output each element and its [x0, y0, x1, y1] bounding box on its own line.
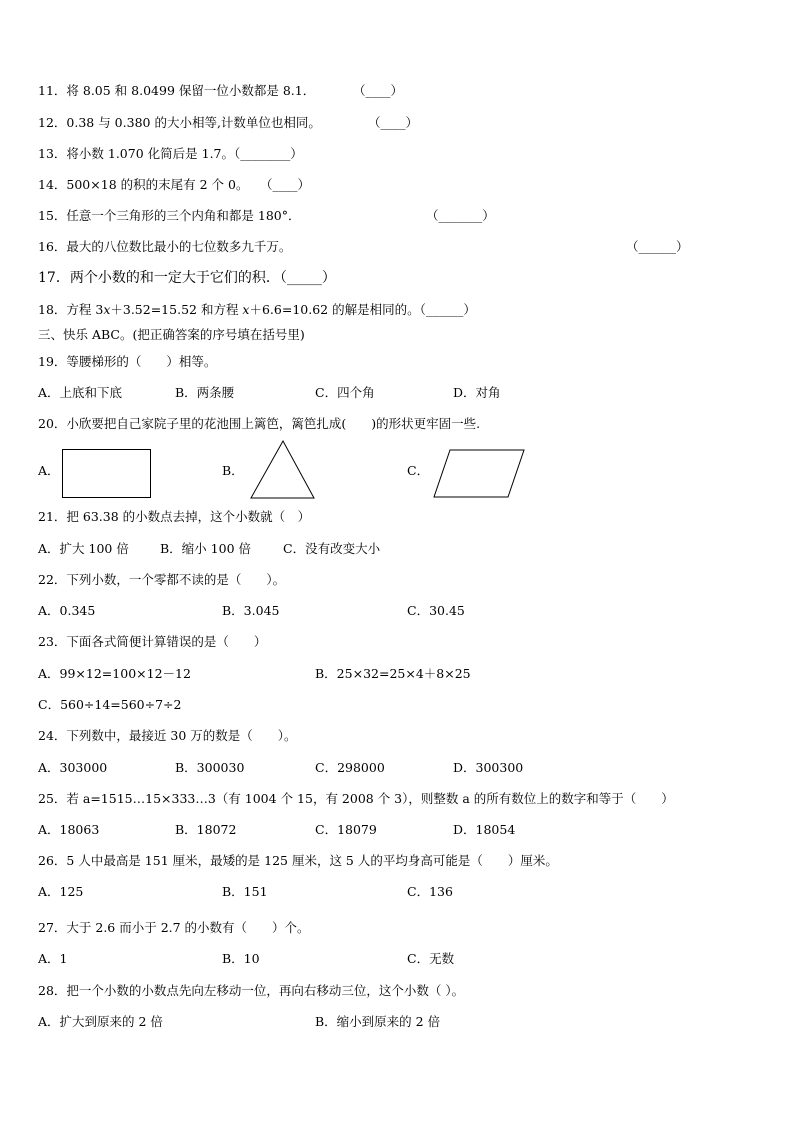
- option-b[interactable]: B．缩小到原来的 2 倍: [315, 1014, 441, 1029]
- option-a[interactable]: A．99×12=100×12－12: [38, 666, 191, 681]
- option-c[interactable]: C．560÷14=560÷7÷2: [38, 697, 182, 712]
- answer-blank[interactable]: （_____）: [279, 270, 336, 286]
- question-text: 16．最大的八位数比最小的七位数多九千万。: [38, 239, 292, 254]
- question-22-stem: 22．下列小数，一个零都不读的是（ ）。: [38, 572, 286, 587]
- question-27-stem: 27．大于 2.6 而小于 2.7 的小数有（ ）个。: [38, 920, 310, 935]
- option-b[interactable]: B．300030: [175, 760, 245, 775]
- answer-blank[interactable]: （____）: [260, 177, 311, 192]
- option-a[interactable]: A．0.345: [38, 603, 96, 618]
- triangle-shape: [250, 440, 316, 500]
- option-a[interactable]: A．扩大到原来的 2 倍: [38, 1014, 163, 1029]
- question-24-stem: 24．下列数中，最接近 30 万的数是（ ）。: [38, 728, 297, 743]
- option-c[interactable]: C．四个角: [315, 385, 375, 400]
- answer-blank[interactable]: （____）: [368, 115, 419, 130]
- question-28-stem: 28．把一个小数的小数点先向左移动一位，再向右移动三位，这个小数（ ）。: [38, 983, 465, 998]
- question-26-stem: 26．5 人中最高是 151 厘米，最矮的是 125 厘米，这 5 人的平均身高可能是（ ）厘米。: [38, 853, 558, 868]
- option-a[interactable]: A．: [38, 463, 60, 478]
- option-b[interactable]: B．: [222, 463, 244, 478]
- question-text: 12．0.38 与 0.380 的大小相等,计数单位也相同。: [38, 115, 321, 130]
- option-b[interactable]: B．18072: [175, 822, 237, 837]
- question-19-stem: 19．等腰梯形的（ ）相等。: [38, 354, 217, 369]
- option-c[interactable]: C．298000: [315, 760, 385, 775]
- option-a[interactable]: A．上底和下底: [38, 385, 123, 400]
- question-text: 17．两个小数的和一定大于它们的积．: [38, 270, 280, 286]
- question-text: 14．500×18 的积的末尾有 2 个 0。: [38, 177, 249, 192]
- answer-blank[interactable]: （______）: [626, 239, 689, 254]
- option-c[interactable]: C．18079: [315, 822, 377, 837]
- option-d[interactable]: D．18054: [453, 822, 516, 837]
- option-c[interactable]: C．没有改变大小: [283, 541, 381, 556]
- question-text: 13．将小数 1.070 化简后是 1.7。: [38, 146, 234, 161]
- option-a[interactable]: A．303000: [38, 760, 108, 775]
- option-d[interactable]: D．300300: [453, 760, 524, 775]
- question-20-stem: 20．小欣要把自己家院子里的花池围上篱笆，篱笆扎成( )的形状更牢固一些.: [38, 416, 481, 431]
- option-a[interactable]: A．1: [38, 951, 68, 966]
- question-text: 11．将 8.05 和 8.0499 保留一位小数都是 8.1．: [38, 83, 316, 98]
- answer-blank[interactable]: （______）: [419, 302, 476, 317]
- option-d[interactable]: D．对角: [453, 385, 501, 400]
- parallelogram-shape: [433, 449, 526, 499]
- question-18: [38, 302, 476, 318]
- answer-blank[interactable]: （____）: [353, 83, 404, 98]
- option-b[interactable]: B．151: [222, 884, 268, 899]
- question-text: 18．方程 3𝑥＋3.52=15.52 和方程 𝑥＋6.6=10.62 的解是相同的。: [38, 302, 420, 317]
- question-13: [38, 146, 303, 162]
- question-23-stem: 23．下面各式简便计算错误的是（ ）: [38, 634, 267, 649]
- option-b[interactable]: B．10: [222, 951, 260, 966]
- section-title: 三、快乐 ABC。(把正确答案的序号填在括号里): [38, 327, 305, 342]
- rectangle-shape: [62, 449, 152, 499]
- answer-blank[interactable]: （_______）: [426, 208, 495, 223]
- question-15: [38, 208, 495, 224]
- option-a[interactable]: A．18063: [38, 822, 100, 837]
- answer-blank[interactable]: （________）: [234, 146, 303, 161]
- option-b[interactable]: B．25×32=25×4＋8×25: [315, 666, 471, 681]
- option-b[interactable]: B．两条腰: [175, 385, 235, 400]
- question-14: [38, 177, 311, 193]
- option-a[interactable]: A．扩大 100 倍: [38, 541, 129, 556]
- question-11: [38, 83, 404, 99]
- option-c[interactable]: C．无数: [407, 951, 455, 966]
- option-b[interactable]: B．3.045: [222, 603, 280, 618]
- question-21-stem: 21．把 63.38 的小数点去掉，这个小数就（ ）: [38, 509, 311, 524]
- question-12: [38, 115, 419, 131]
- option-c[interactable]: C．30.45: [407, 603, 465, 618]
- question-17: [38, 270, 336, 286]
- question-16: [38, 239, 689, 255]
- option-a[interactable]: A．125: [38, 884, 84, 899]
- question-25-stem: 25．若 a=1515…15×333…3（有 1004 个 15，有 2008 个 3），则整数 a 的所有数位上的数字和等于（ ）: [38, 791, 674, 806]
- question-text: 15．任意一个三角形的三个内角和都是 180°．: [38, 208, 301, 223]
- option-c[interactable]: C．: [407, 463, 430, 478]
- option-c[interactable]: C．136: [407, 884, 453, 899]
- option-b[interactable]: B．缩小 100 倍: [160, 541, 251, 556]
